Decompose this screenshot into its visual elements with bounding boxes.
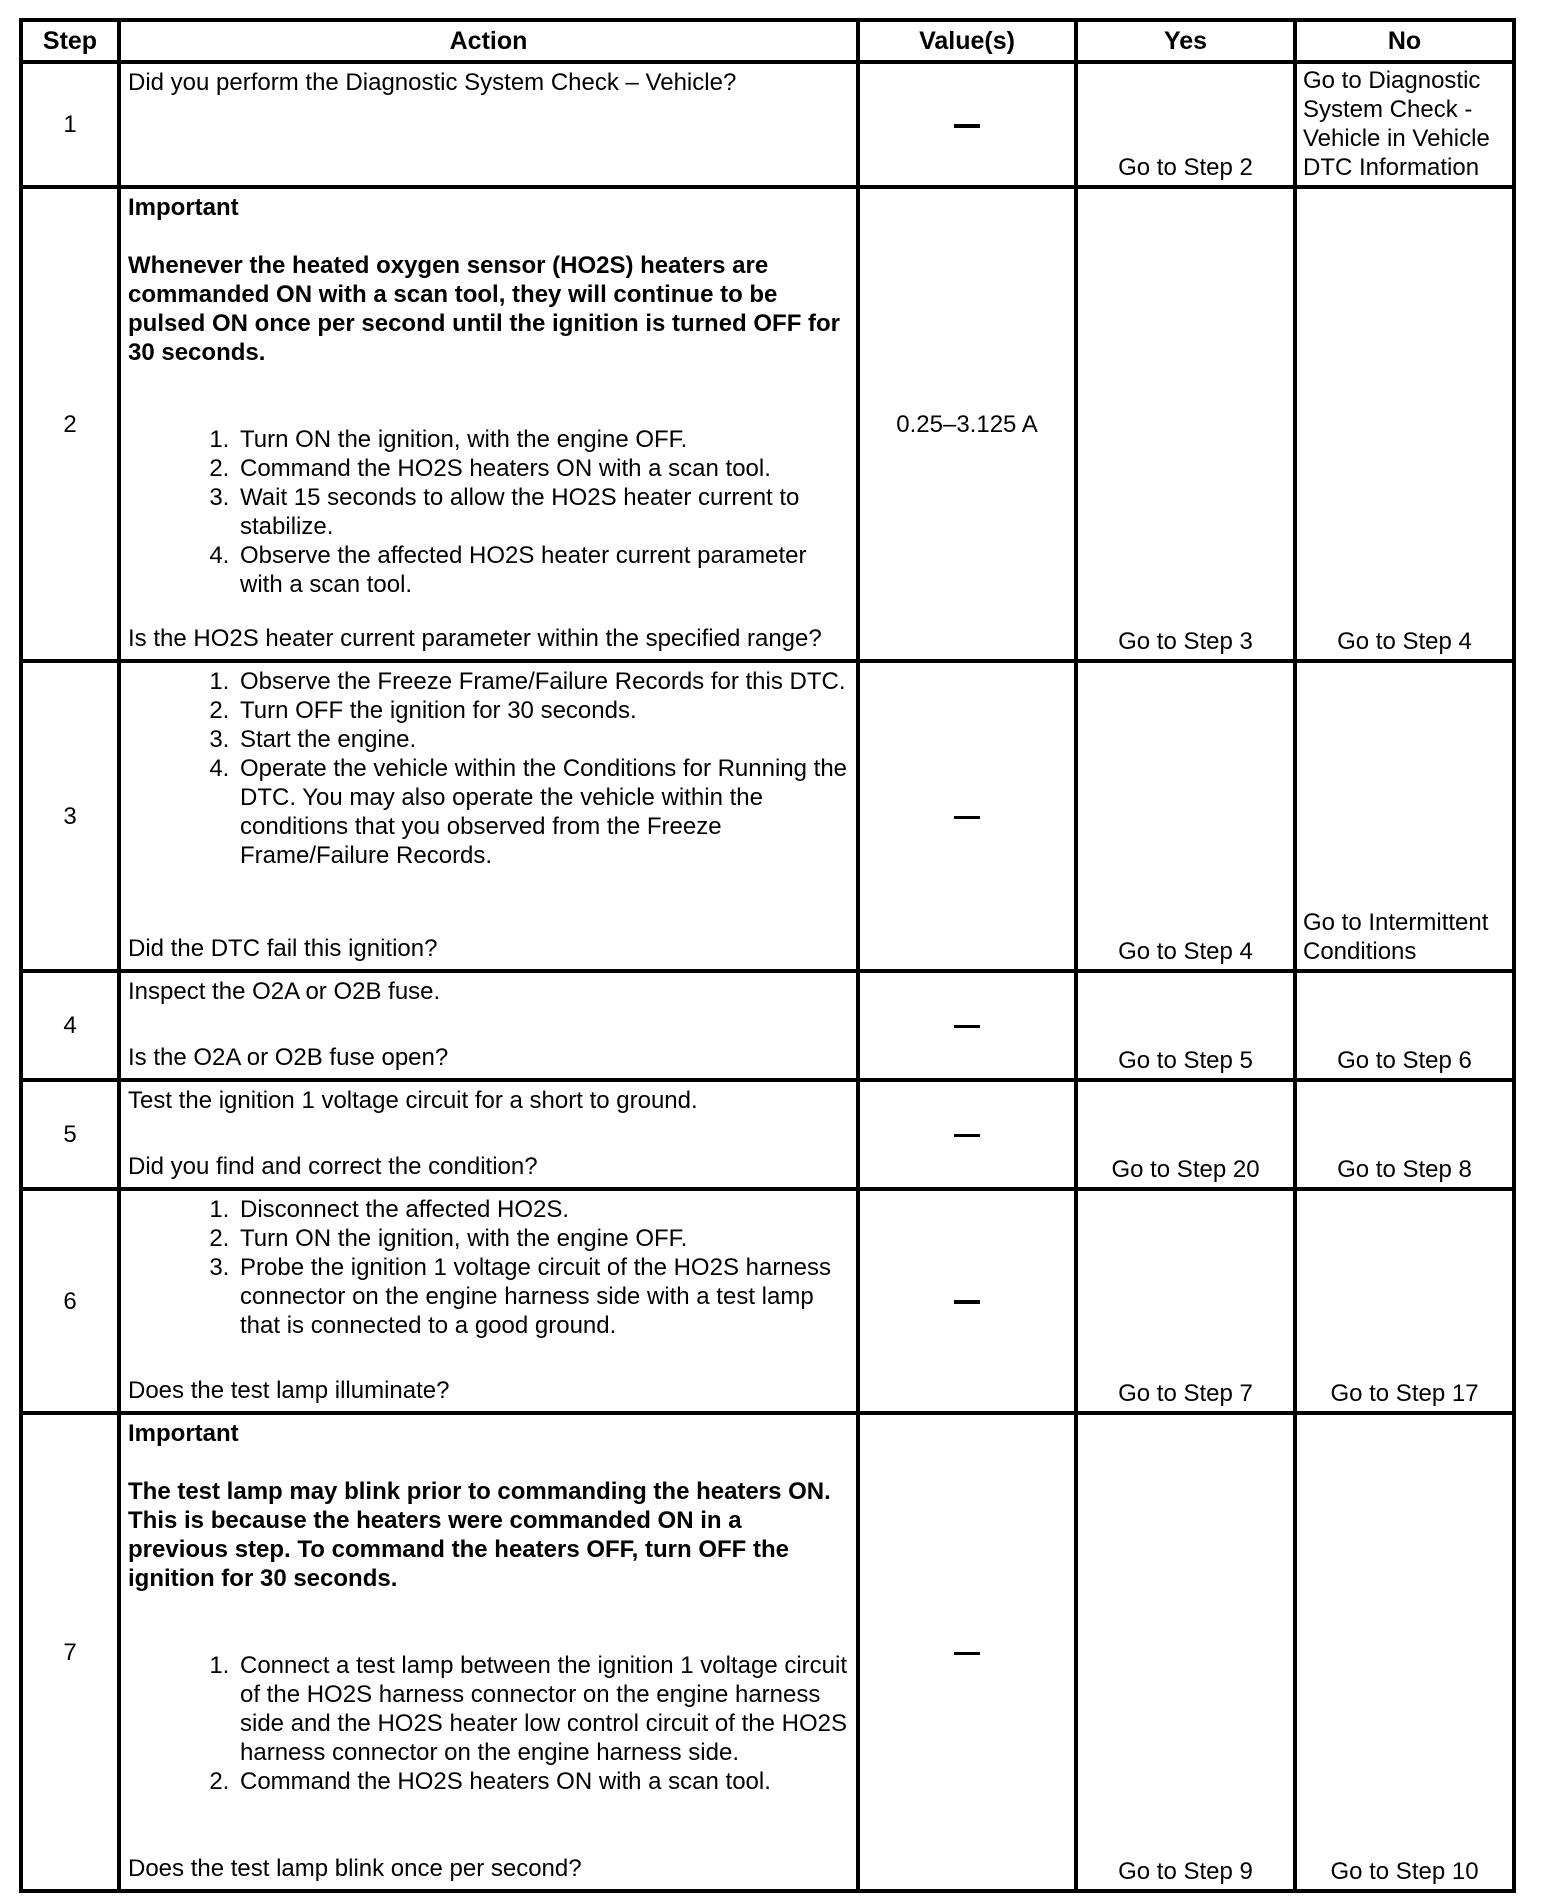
- procedure-step: 4. Observe the affected HO2S heater current parameter with a scan tool.: [236, 541, 848, 599]
- no-goto-line: Go to Intermittent: [1303, 909, 1489, 936]
- no-goto: Go to Step 4: [1337, 628, 1472, 655]
- yes-goto: Go to Step 4: [1118, 938, 1253, 965]
- step-number: 2: [21, 187, 119, 661]
- yes-goto: Go to Step 20: [1111, 1156, 1260, 1183]
- value-dash: [954, 1300, 980, 1304]
- no-cell: [1295, 1189, 1514, 1413]
- value-dash: [954, 816, 980, 819]
- no-cell: [1295, 1080, 1514, 1189]
- table-row-step-5: [21, 1080, 1514, 1189]
- action-cell: [119, 187, 858, 661]
- no-cell: [1295, 62, 1514, 187]
- procedure-step: 1. Observe the Freeze Frame/Failure Records for this DTC.: [236, 667, 848, 696]
- no-cell: [1295, 661, 1514, 971]
- value-cell: [858, 971, 1076, 1080]
- value-cell: 0.25–3.125 A: [858, 187, 1076, 661]
- yes-cell: [1076, 971, 1295, 1080]
- value-cell: [858, 1080, 1076, 1189]
- no-goto-line: System Check -: [1303, 96, 1473, 123]
- table-row-step-3: [21, 661, 1514, 971]
- step-number: 6: [21, 1189, 119, 1413]
- header-step: Step: [21, 20, 119, 62]
- action-cell: [119, 661, 858, 971]
- value-cell: [858, 62, 1076, 187]
- procedure-step: 3. Probe the ignition 1 voltage circuit of the HO2S harness connector on the engine harness side with a test lamp that is connected to a good ground.: [236, 1253, 848, 1340]
- procedure-step: 3. Wait 15 seconds to allow the HO2S heater current to stabilize.: [236, 483, 848, 541]
- yes-goto: Go to Step 2: [1118, 154, 1253, 181]
- no-goto-line: DTC Information: [1303, 154, 1480, 181]
- no-goto-line: Vehicle in Vehicle: [1303, 125, 1490, 152]
- table-row-step-6: [21, 1189, 1514, 1413]
- procedure-step: 2. Command the HO2S heaters ON with a scan tool.: [236, 1767, 848, 1796]
- no-goto-line: Go to Diagnostic: [1303, 67, 1481, 94]
- diagnostic-table-page: [19, 18, 1516, 1893]
- action-question: Does the test lamp blink once per second?: [128, 1855, 582, 1882]
- table-header-row: [21, 20, 1514, 62]
- action-text: Inspect the O2A or O2B fuse.: [128, 978, 441, 1005]
- yes-cell: [1076, 1080, 1295, 1189]
- important-note: The test lamp may blink prior to commanding the heaters ON. This is because the heaters were commanded ON in a previous step. To command the heaters OFF, turn OFF the ignition for 30 seconds.: [128, 1478, 831, 1592]
- action-question: Did the DTC fail this ignition?: [128, 935, 438, 962]
- procedure-step: 1. Connect a test lamp between the ignition 1 voltage circuit of the HO2S harness connector on the engine harness side and the HO2S heater low control circuit of the HO2S harness connector on the engine harness side.: [236, 1651, 848, 1767]
- action-cell: [119, 971, 858, 1080]
- action-cell: [119, 1413, 858, 1891]
- procedure-step: 3. Start the engine.: [236, 725, 848, 754]
- procedure-steps: [128, 425, 848, 599]
- action-question: Does the test lamp illuminate?: [128, 1377, 450, 1404]
- yes-cell: [1076, 1413, 1295, 1891]
- header-no: No: [1295, 20, 1514, 62]
- step-number: 4: [21, 971, 119, 1080]
- no-cell: [1295, 187, 1514, 661]
- yes-cell: [1076, 661, 1295, 971]
- step-number: 3: [21, 661, 119, 971]
- procedure-steps: [128, 1195, 848, 1340]
- header-yes: Yes: [1076, 20, 1295, 62]
- header-action: Action: [119, 20, 858, 62]
- action-cell: [119, 1189, 858, 1413]
- yes-goto: Go to Step 3: [1118, 628, 1253, 655]
- value-cell: [858, 1413, 1076, 1891]
- action-cell: [119, 1080, 858, 1189]
- procedure-step: 1. Disconnect the affected HO2S.: [236, 1195, 848, 1224]
- value-dash: [954, 1652, 980, 1655]
- no-goto-line: Conditions: [1303, 938, 1417, 965]
- action-question: Is the O2A or O2B fuse open?: [128, 1044, 449, 1071]
- no-cell: [1295, 971, 1514, 1080]
- no-goto: Go to Step 17: [1330, 1380, 1479, 1407]
- action-text: Did you perform the Diagnostic System Check – Vehicle?: [128, 69, 737, 96]
- procedure-steps: [128, 667, 848, 870]
- table-row-step-4: [21, 971, 1514, 1080]
- action-question: Did you find and correct the condition?: [128, 1153, 538, 1180]
- yes-cell: [1076, 1189, 1295, 1413]
- procedure-step: 2. Turn OFF the ignition for 30 seconds.: [236, 696, 848, 725]
- no-cell: [1295, 1413, 1514, 1891]
- table-row-step-1: [21, 62, 1514, 187]
- value-cell: [858, 661, 1076, 971]
- procedure-step: 1. Turn ON the ignition, with the engine OFF.: [236, 425, 848, 454]
- procedure-step: 4. Operate the vehicle within the Conditions for Running the DTC. You may also operate the vehicle within the conditions that you observed from the Freeze Frame/Failure Records.: [236, 754, 848, 870]
- action-text: Test the ignition 1 voltage circuit for a short to ground.: [128, 1087, 698, 1114]
- value-dash: [954, 1134, 980, 1137]
- yes-goto: Go to Step 7: [1118, 1380, 1253, 1407]
- value-cell: [858, 1189, 1076, 1413]
- step-number: 7: [21, 1413, 119, 1891]
- important-title: Important: [128, 194, 239, 221]
- action-question: Is the HO2S heater current parameter within the specified range?: [128, 625, 822, 652]
- no-goto: Go to Step 6: [1337, 1047, 1472, 1074]
- procedure-step: 2. Turn ON the ignition, with the engine OFF.: [236, 1224, 848, 1253]
- procedure-steps: [128, 1651, 848, 1796]
- action-cell: [119, 62, 858, 187]
- no-goto: Go to Step 8: [1337, 1156, 1472, 1183]
- table-row-step-7: [21, 1413, 1514, 1891]
- yes-cell: [1076, 187, 1295, 661]
- diagnostic-table: [19, 18, 1516, 1893]
- yes-goto: Go to Step 5: [1118, 1047, 1253, 1074]
- procedure-step: 2. Command the HO2S heaters ON with a scan tool.: [236, 454, 848, 483]
- step-number: 5: [21, 1080, 119, 1189]
- value-dash: [954, 124, 980, 128]
- step-number: 1: [21, 62, 119, 187]
- no-goto: Go to Step 10: [1330, 1858, 1479, 1885]
- yes-goto: Go to Step 9: [1118, 1858, 1253, 1885]
- table-row-step-2: [21, 187, 1514, 661]
- important-note: Whenever the heated oxygen sensor (HO2S) heaters are commanded ON with a scan tool, they will continue to be pulsed ON once per second until the ignition is turned OFF for 30 seconds.: [128, 252, 841, 366]
- no-goto: [1297, 66, 1512, 185]
- no-goto: [1297, 908, 1512, 969]
- header-values: Value(s): [858, 20, 1076, 62]
- value-dash: [954, 1025, 980, 1028]
- yes-cell: [1076, 62, 1295, 187]
- important-title: Important: [128, 1420, 239, 1447]
